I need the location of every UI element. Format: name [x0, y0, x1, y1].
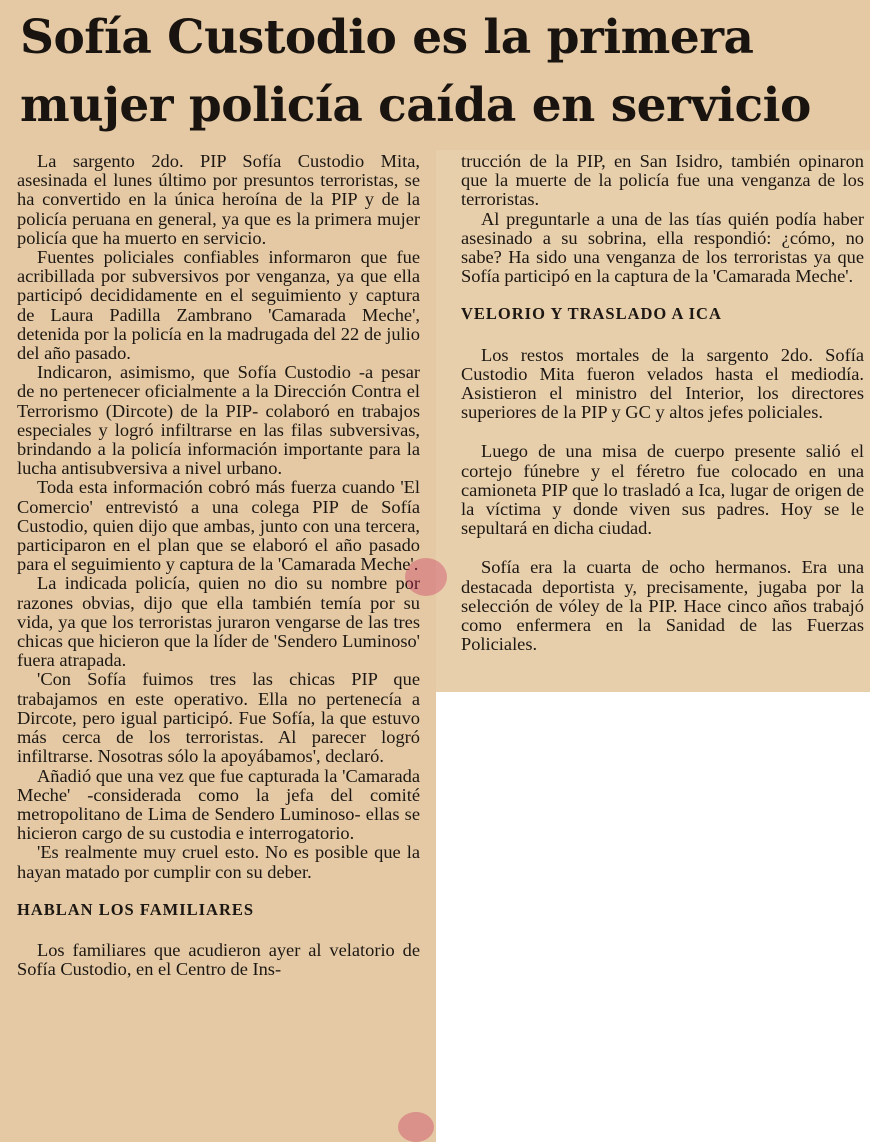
paragraph: Luego de una misa de cuerpo presente salió el cortejo fúnebre y el féretro fue colocado en una camioneta PIP que lo trasladó a Ica, lugar de origen de la víctima y donde viven sus padres. Hoy se le sepultará en dicha ciudad.	[461, 441, 864, 539]
paragraph: Los restos mortales de la sargento 2do. Sofía Custodio Mita fueron velados hasta el mediodía. Asistieron el ministro del Interior, los directores superiores de la PIP y GC y altos jefes policiales.	[461, 344, 864, 423]
red-ink-mark	[405, 558, 447, 596]
paragraph-gap	[461, 422, 864, 442]
paragraph-gap	[461, 538, 864, 558]
paragraph: Indicaron, asimismo, que Sofía Custodio -a pesar de no pertenecer oficialmente a la Dirección Contra el Terrorismo (Dircote) de la PIP- colaboró en trabajos especiales y logró infiltrarse en las filas subversivas, brindando a la policía información importante para la lucha antisubversiva a nivel urbano.	[17, 362, 420, 479]
paragraph: Fuentes policiales confiables informaron que fue acribillada por subversivos por venganza, ya que ella participó decididamente en el seguimiento y captura de Laura Padilla Zambrano 'Camarada Meche', detenida por la policía en la madrugada del 22 de julio del año pasado.	[17, 247, 420, 364]
continuation-paragraph: trucción de la PIP, en San Isidro, también opinaron que la muerte de la policía fue una venganza de los terroristas.	[461, 152, 864, 210]
paragraph: Sofía era la cuarta de ocho hermanos. Era una destacada deportista y, precisamente, jugaba por la selección de vóley de la PIP. Hace cinco años trabajó como enfermera en la Sanidad de las Fuerzas Policiales.	[461, 557, 864, 655]
paragraph: Añadió que una vez que fue capturada la 'Camarada Meche' -considerada como la jefa del comité metropolitano de Lima de Sendero Luminoso- ellas se hicieron cargo de su custodia e interrogatorio.	[17, 765, 420, 844]
red-ink-mark	[398, 1112, 434, 1142]
paragraph: 'Con Sofía fuimos tres las chicas PIP que trabajamos en este operativo. Ella no pertenecía a Dircote, pero igual participó. Fue Sofía, la que estuvo más cerca de los terroristas. Al parecer logró infiltrarse. Nosotras sólo la apoyábamos', declaró.	[17, 669, 420, 767]
subheading-velorio-y-traslado: VELORIO Y TRASLADO A ICA	[461, 304, 722, 324]
paragraph: 'Es realmente muy cruel esto. No es posible que la hayan matado por cumplir con su deber.	[17, 842, 420, 882]
right-column	[461, 152, 864, 692]
paragraph: La sargento 2do. PIP Sofía Custodio Mita, asesinada el lunes último por presuntos terroristas, se ha convertido en la única heroína de la PIP y de la policía peruana en general, ya que es la primera mujer policía que ha muerto en servicio.	[17, 152, 420, 248]
paragraph: Toda esta información cobró más fuerza cuando 'El Comercio' entrevistó a una colega PIP de Sofía Custodio, quien dijo que ambas, junto con una tercera, participaron en el plan que se elaboró el año pasado para el seguimiento y captura de la 'Camarada Meche'.	[17, 477, 420, 575]
paragraph: La indicada policía, quien no dio su nombre por razones obvias, dijo que ella también temía por su vida, ya que los terroristas juraron vengarse de las tres chicas que hicieron que la líder de 'Sendero Luminoso' fuera atrapada.	[17, 573, 420, 671]
paragraph: Al preguntarle a una de las tías quién podía haber asesinado a su sobrina, ella respondió: ¿cómo, no sabe? Ha sido una venganza de los terroristas ya que Sofía participó en la captura de la 'Camarada Meche'.	[461, 208, 864, 287]
article-headline: Sofía Custodio es la primera mujer policía caída en servicio	[20, 10, 811, 133]
left-column	[17, 152, 420, 1120]
paragraph: Los familiares que acudieron ayer al velatorio de Sofía Custodio, en el Centro de Ins-	[17, 939, 420, 980]
subheading-hablan-los-familiares: HABLAN LOS FAMILIARES	[17, 899, 255, 919]
